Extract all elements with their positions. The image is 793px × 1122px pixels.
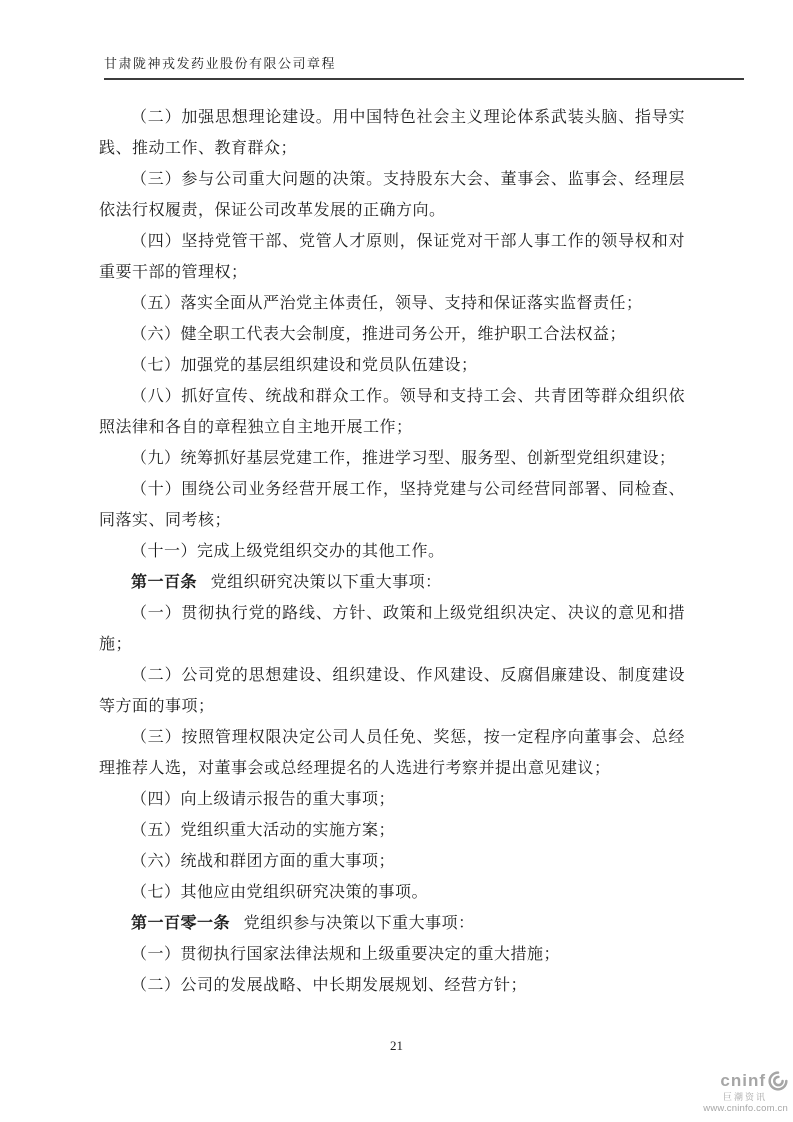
article-number: 第一百零一条 <box>131 915 231 932</box>
body-paragraph <box>99 939 685 970</box>
body-paragraph <box>99 319 685 350</box>
paragraph-text: （七）其他应由党组织研究决策的事项。 <box>131 884 429 901</box>
body-paragraph <box>99 536 685 567</box>
paragraph-text: （三）参与公司重大问题的决策。支持股东大会、董事会、监事会、经理层依法行权履责，保证公司改革发展的正确方向。 <box>99 171 685 219</box>
paragraph-text: （六）统战和群团方面的重大事项； <box>131 853 396 870</box>
body-paragraph <box>99 474 685 536</box>
header-divider <box>104 78 744 80</box>
body-paragraph <box>99 164 685 226</box>
paragraph-text: （八）抓好宣传、统战和群众工作。领导和支持工会、共青团等群众组织依照法律和各自的章程独立自主地开展工作； <box>99 388 685 436</box>
paragraph-text: 党组织参与决策以下重大事项： <box>243 915 475 932</box>
paragraph-text: （七）加强党的基层组织建设和党员队伍建设； <box>131 357 478 374</box>
paragraph-text: （四）向上级请示报告的重大事项； <box>131 791 396 808</box>
paragraph-text: （五）党组织重大活动的实施方案； <box>131 822 396 839</box>
paragraph-text: （二）公司党的思想建设、组织建设、作风建设、反腐倡廉建设、制度建设等方面的事项； <box>99 667 685 715</box>
cninfo-brand-row <box>678 1071 788 1091</box>
paragraph-text: （十一）完成上级党组织交办的其他工作。 <box>131 543 445 560</box>
body-paragraph <box>99 722 685 784</box>
body-paragraph <box>99 660 685 722</box>
body-paragraph <box>99 598 685 660</box>
cninfo-brand-text: cninf <box>720 1070 766 1090</box>
body-paragraph <box>99 226 685 288</box>
body-paragraph <box>99 381 685 443</box>
paragraph-text: （二）加强思想理论建设。用中国特色社会主义理论体系武装头脑、指导实践、推动工作、教育群众； <box>99 109 685 157</box>
cninfo-url: www.cninfo.com.cn <box>703 1103 788 1115</box>
body-paragraph <box>99 443 685 474</box>
cninfo-logo <box>678 1071 788 1115</box>
body-paragraph <box>99 815 685 846</box>
document-title: 甘肃陇神戎发药业股份有限公司章程 <box>104 56 337 71</box>
body-paragraph <box>99 970 685 1001</box>
article-number: 第一百条 <box>131 574 198 591</box>
body-paragraph <box>99 288 685 319</box>
body-paragraph <box>99 846 685 877</box>
article-heading-paragraph <box>99 567 685 598</box>
body-paragraph <box>99 350 685 381</box>
paragraph-text: 党组织研究决策以下重大事项： <box>210 574 442 591</box>
page-number: 21 <box>390 1038 403 1053</box>
paragraph-text: （九）统筹抓好基层党建工作，推进学习型、服务型、创新型党组织建设； <box>131 450 676 467</box>
paragraph-text: （六）健全职工代表大会制度，推进司务公开，维护职工合法权益； <box>131 326 627 343</box>
paragraph-text: （一）贯彻执行党的路线、方针、政策和上级党组织决定、决议的意见和措施； <box>99 605 685 653</box>
paragraph-text: （四）坚持党管干部、党管人才原则，保证党对干部人事工作的领导权和对重要干部的管理权； <box>99 233 685 281</box>
paragraph-text: （十）围绕公司业务经营开展工作，坚持党建与公司经营同部署、同检查、同落实、同考核； <box>99 481 685 529</box>
cninfo-chinese-name: 巨潮资讯 <box>722 1091 767 1102</box>
paragraph-text: （三）按照管理权限决定公司人员任免、奖惩，按一定程序向董事会、总经理推荐人选，对董事会或总经理提名的人选进行考察并提出意见建议； <box>99 729 685 777</box>
paragraph-text: （一）贯彻执行国家法律法规和上级重要决定的重大措施； <box>131 946 561 963</box>
body-paragraph <box>99 784 685 815</box>
article-heading-paragraph <box>99 908 685 939</box>
document-body <box>99 102 685 1001</box>
body-paragraph <box>99 877 685 908</box>
page-header <box>104 53 744 80</box>
paragraph-text: （二）公司的发展战略、中长期发展规划、经营方针； <box>131 977 528 994</box>
body-paragraph <box>99 102 685 164</box>
cninfo-swirl-icon <box>768 1071 788 1091</box>
paragraph-text: （五）落实全面从严治党主体责任，领导、支持和保证落实监督责任； <box>131 295 643 312</box>
